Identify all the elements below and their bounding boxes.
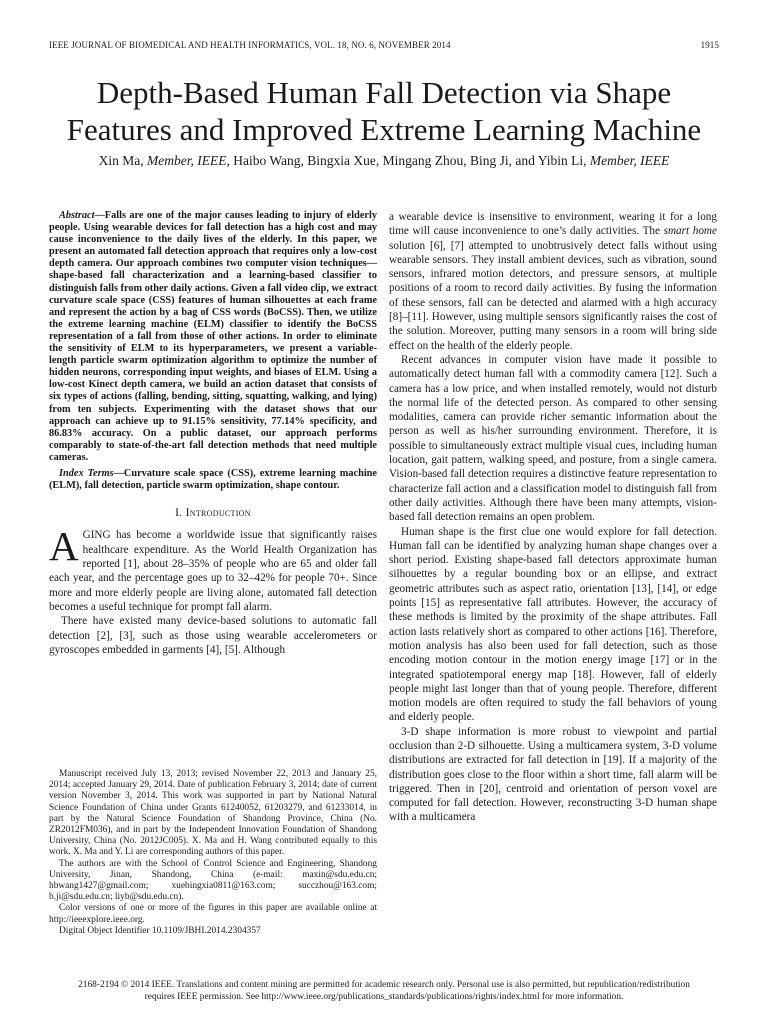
journal-name: IEEE JOURNAL OF BIOMEDICAL AND HEALTH INFORMATICS, VOL. 18, NO. 6, NOVEMBER 2014 [49, 40, 451, 50]
right-paragraph-4: 3-D shape information is more robust to viewpoint and partial occlusion than 2-D silhouette. Using a multicamera system, 3-D volume distributions are extracted for fall detection in [19]. If a majority of the distribution goes close to the floor within a short time, fall alarm will be triggered. Then in [20], centroid and orientation of person voxel are computed for fall detection. However, reconstructing 3-D human shape with a multicamera [389, 725, 717, 824]
author-first: Xin Ma, [98, 153, 147, 168]
index-terms [49, 468, 377, 492]
smart-home-term: smart home [663, 225, 717, 238]
right-paragraph-1-part-b: solution [6], [7] attempted to unobtrusively detect falls without using wearable sensors. They install ambient devices, such as vibration, sound sensors, infrared motion detectors, and pressure sensors, at multiple positions of a room to record daily activities. By fusing the information of these sensors, fall can be detected and alarmed with a high accuracy [8]–[11]. However, using multiple sensors significantly raises the cost of the solution. Moreover, putting many sensors in a room will bring side effect on the health of the elderly people. [389, 239, 717, 352]
author-list [20, 153, 748, 169]
author-first-role: Member, IEEE [147, 153, 227, 168]
abstract-lead: Abstract [59, 210, 95, 221]
footnote-affiliation: The authors are with the School of Control Science and Engineering, Shandong University, Jinan, Shandong, China (e-mail: maxin@sdu.edu.cn; hbwang1427@gmail.com; xuebingxia0811@163.com; succzhou@163.com; b.ji@sdu.edu.cn; liyb@sdu.edu.cn). [49, 858, 377, 903]
author-last-role: Member, IEEE [589, 153, 670, 168]
right-column [389, 210, 717, 825]
right-paragraph-3: Human shape is the first clue one would explore for fall detection. Human fall can be identified by analyzing human shape changes over a short period. Existing shape-based fall detectors approximate human silhouettes by a regular bounding box or an ellipse, and extract geometric attributes such as aspect ratio, orientation [13], [14], or edge points [15] as representative fall attributes. However, the accuracy of these methods is limited by the proximity of the shape attributes. Fall action lasts relatively short as compared to other actions [16]. Therefore, motion analysis has also been used for fall detection, such as those encoding motion contour in the motion energy image [17] or in the integrated spatiotemporal energy map [18]. However, fall of elderly people might last longer than that of young people. Therefore, different motion models are often required to study the fall behaviors of young and elderly people. [389, 525, 717, 724]
title-line-2: Features and Improved Extreme Learning Machine [66, 112, 702, 147]
page-number: 1915 [700, 40, 719, 50]
drop-cap: A [49, 523, 79, 570]
footer-line-1: 2168-2194 © 2014 IEEE. Translations and content mining are permitted for academic research only. Personal use is also permitted, but republication/redistribution [78, 980, 690, 990]
right-paragraph-1 [389, 210, 717, 353]
author-middle: , Haibo Wang, Bingxia Xue, Mingang Zhou, Bing Ji, and Yibin Li, [226, 153, 590, 168]
intro-paragraph-1 [49, 523, 377, 614]
footnotes [49, 769, 377, 937]
section-heading-introduction: I. Introduction [175, 507, 251, 520]
paper-title [20, 74, 748, 148]
abstract [49, 210, 377, 464]
right-paragraph-2: Recent advances in computer vision have made it possible to automatically detect human fall with a commodity camera [12]. Such a camera has a low price, and when installed remotely, would not disturb the normal life of the detected person. As compared to other sensing modalities, camera can provide richer semantic information about the person as well as his/her surrounding environment. Therefore, it is possible to simultaneously extract multiple visual cues, including human location, gait pattern, walking speed, and posture, from a single camera. Vision-based fall detection requires a distinctive feature representation to characterize fall action and a classification model to distinguish fall from other daily activities. Although there have been many attempts, vision-based fall detection remains an open problem. [389, 353, 717, 524]
left-column [49, 210, 377, 657]
right-paragraph-1-part-a: a wearable device is insensitive to environment, wearing it for a long time will cause inconvenience to one’s daily activities. The [389, 211, 717, 238]
intro-paragraph-1-text: GING has become a worldwide issue that significantly raises healthcare expenditure. As the World Health Organization has reported [1], about 28–35% of people who are 65 and older fall each year, and the percentage goes up to 32–42% for people 70+. Since more and more elderly people are living alone, automated fall detection becomes a useful technique for prompt fall alarm. [49, 529, 377, 613]
footnote-color: Color versions of one or more of the figures in this paper are available online at http://ieeexplore.ieee.org. [49, 903, 377, 925]
running-header [49, 40, 719, 50]
intro-paragraph-2: There have existed many device-based solutions to automatic fall detection [2], [3], such as those using wearable accelerometers or gyroscopes embedded in garments [4], [5]. Although [49, 615, 377, 656]
footnote-manuscript: Manuscript received July 13, 2013; revised November 22, 2013 and January 25, 2014; accepted January 29, 2014. Date of publication February 3, 2014; date of current version November 3, 2014. This work was supported in part by National Natural Science Foundation of China under Grants 61240052, 61203279, and 61233014, in part by the Natural Science Foundation of Shandong Province, China (No. ZR2012FM036), and in part by the Independent Innovation Foundation of Shandong University, China (No. 2012JC005). X. Ma and H. Wang contributed equally to this work. X. Ma and Y. Li are corresponding authors of this paper. [49, 769, 377, 858]
footnote-doi: Digital Object Identifier 10.1109/JBHI.2014.2304357 [59, 925, 261, 936]
title-line-1: Depth-Based Human Fall Detection via Shape [96, 75, 672, 110]
index-terms-text: —Curvature scale space (CSS), extreme learning machine (ELM), fall detection, particle swarm optimization, shape contour. [49, 467, 377, 492]
index-terms-lead: Index Terms [59, 467, 114, 479]
copyright-footer [30, 979, 738, 1003]
footer-line-2: requires IEEE permission. See http://www.ieee.org/publications_standards/publications/rights/index.html for more information. [144, 992, 624, 1002]
abstract-text: —Falls are one of the major causes leading to injury of elderly people. Using wearable devices for fall detection has a high cost and may cause inconvenience to the daily lives of the elderly. In this paper, we present an automated fall detection approach that requires only a low-cost depth camera. Our approach combines two computer vision techniques—shape-based fall characterization and a learning-based classifier to distinguish falls from other daily actions. Given a fall video clip, we extract curvature scale space (CSS) features of human silhouettes at each frame and represent the action by a bag of CSS words (BoCSS). Then, we utilize the extreme learning machine (ELM) classifier to identify the BoCSS representation of a fall from those of other actions. In order to eliminate the sensitivity of ELM to its hyperparameters, we present a variable-length particle swarm optimization algorithm to optimize the number of hidden neurons, corresponding input weights, and biases of ELM. Using a low-cost Kinect depth camera, we build an action dataset that consists of six types of actions (falling, bending, sitting, squatting, walking, and lying) from ten subjects. Experimenting with the dataset shows that our approach can achieve up to 91.15% sensitivity, 77.14% specificity, and 86.83% accuracy. On a public dataset, our approach performs comparably to state-of-the-art fall detection methods that need multiple cameras. [49, 210, 377, 463]
